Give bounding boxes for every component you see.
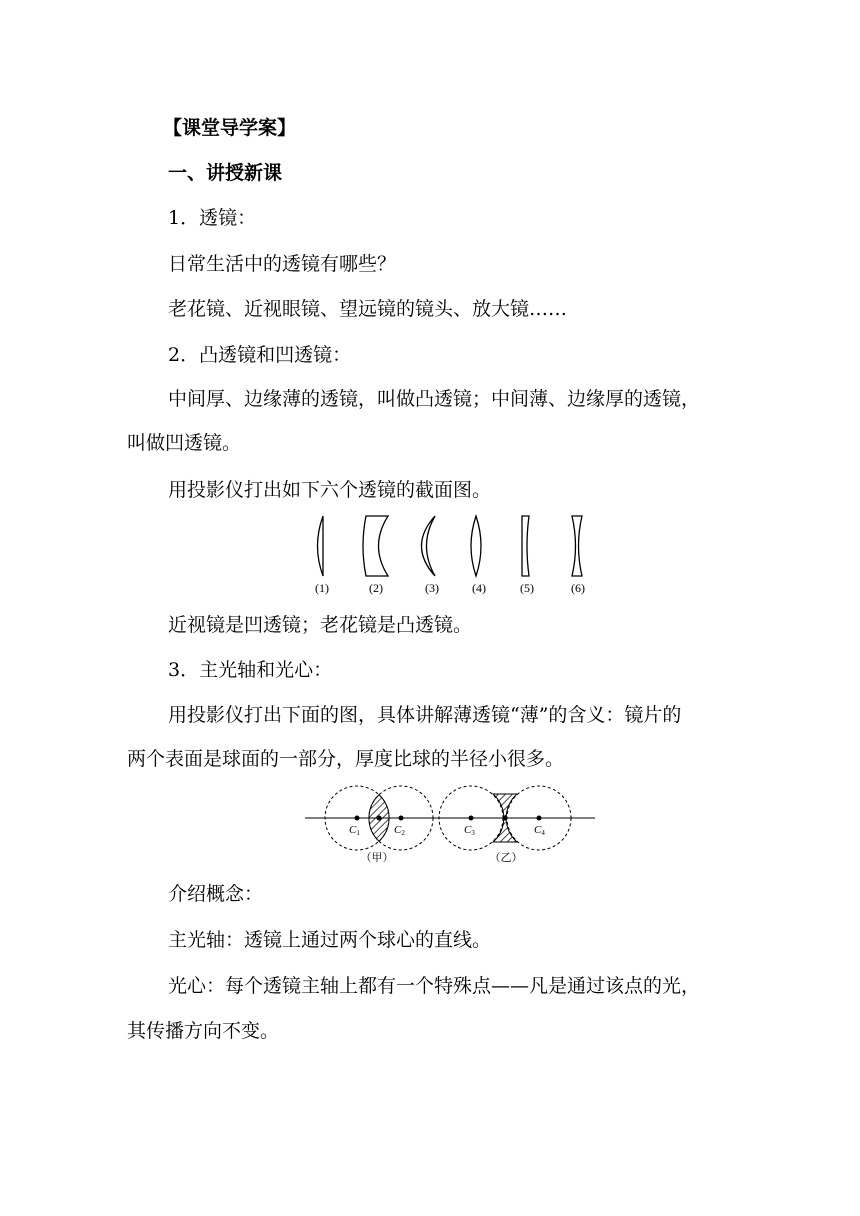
lens-label-1: (1)	[315, 581, 329, 595]
item2-definition-line1: 中间厚、边缘薄的透镜，叫做凸透镜；中间薄、边缘厚的透镜，	[168, 388, 701, 410]
item2-title: 2．凸透镜和凹透镜：	[168, 344, 352, 366]
lens-label-2: (2)	[369, 581, 383, 595]
section-one-heading: 一、讲授新课	[168, 162, 283, 184]
item1-answer: 老花镜、近视眼镜、望远镜的镜头、放大镜……	[168, 298, 568, 320]
center-label-c4: C4	[534, 824, 545, 837]
lens-2-shape	[363, 516, 388, 576]
section-header: 【课堂导学案】	[163, 117, 297, 139]
caption-yi: （乙）	[489, 852, 523, 864]
sphere-lens-diagram	[303, 784, 603, 866]
lens-label-6: (6)	[571, 581, 585, 595]
lens-label-3: (3)	[425, 581, 439, 595]
center-label-c2: C2	[394, 824, 405, 837]
optical-center-line1: 光心：每个透镜主轴上都有一个特殊点——凡是通过该点的光，	[168, 975, 701, 997]
caption-jia: （甲）	[360, 852, 394, 864]
center-dot-lens-b	[503, 816, 508, 821]
lens-label-4: (4)	[472, 581, 486, 595]
lens-cross-section-figure	[300, 510, 600, 596]
lens-label-5: (5)	[520, 581, 534, 595]
principal-axis-definition: 主光轴：透镜上通过两个球心的直线。	[168, 929, 492, 951]
center-dot-c2	[399, 816, 404, 821]
item2-conclusion: 近视镜是凹透镜；老花镜是凸透镜。	[168, 614, 473, 636]
item1-title: 1．透镜：	[168, 207, 257, 229]
item2-definition-line2: 叫做凹透镜。	[127, 432, 242, 454]
item3-title: 3．主光轴和光心：	[168, 659, 333, 681]
item1-question: 日常生活中的透镜有哪些？	[168, 253, 397, 275]
optical-center-line2: 其传播方向不变。	[127, 1020, 280, 1042]
center-dot-lens-a	[377, 816, 382, 821]
item3-description-line2: 两个表面是球面的一部分，厚度比球的半径小很多。	[127, 748, 565, 770]
item3-description-line1: 用投影仪打出下面的图，具体讲解薄透镜“薄”的含义：镜片的	[168, 704, 682, 726]
lens-3-shape	[422, 516, 436, 576]
center-dot-c3	[469, 816, 474, 821]
center-label-c3: C3	[464, 824, 475, 837]
item2-projector-text: 用投影仪打出如下六个透镜的截面图。	[168, 479, 492, 501]
center-label-c1: C1	[349, 824, 360, 837]
concept-intro: 介绍概念：	[168, 883, 264, 905]
lens-5-shape	[522, 516, 529, 576]
lens-4-shape	[471, 516, 481, 576]
lens-6-shape	[572, 516, 582, 576]
center-dot-c4	[537, 816, 542, 821]
lens-1-shape	[318, 516, 324, 576]
center-dot-c1	[355, 816, 360, 821]
